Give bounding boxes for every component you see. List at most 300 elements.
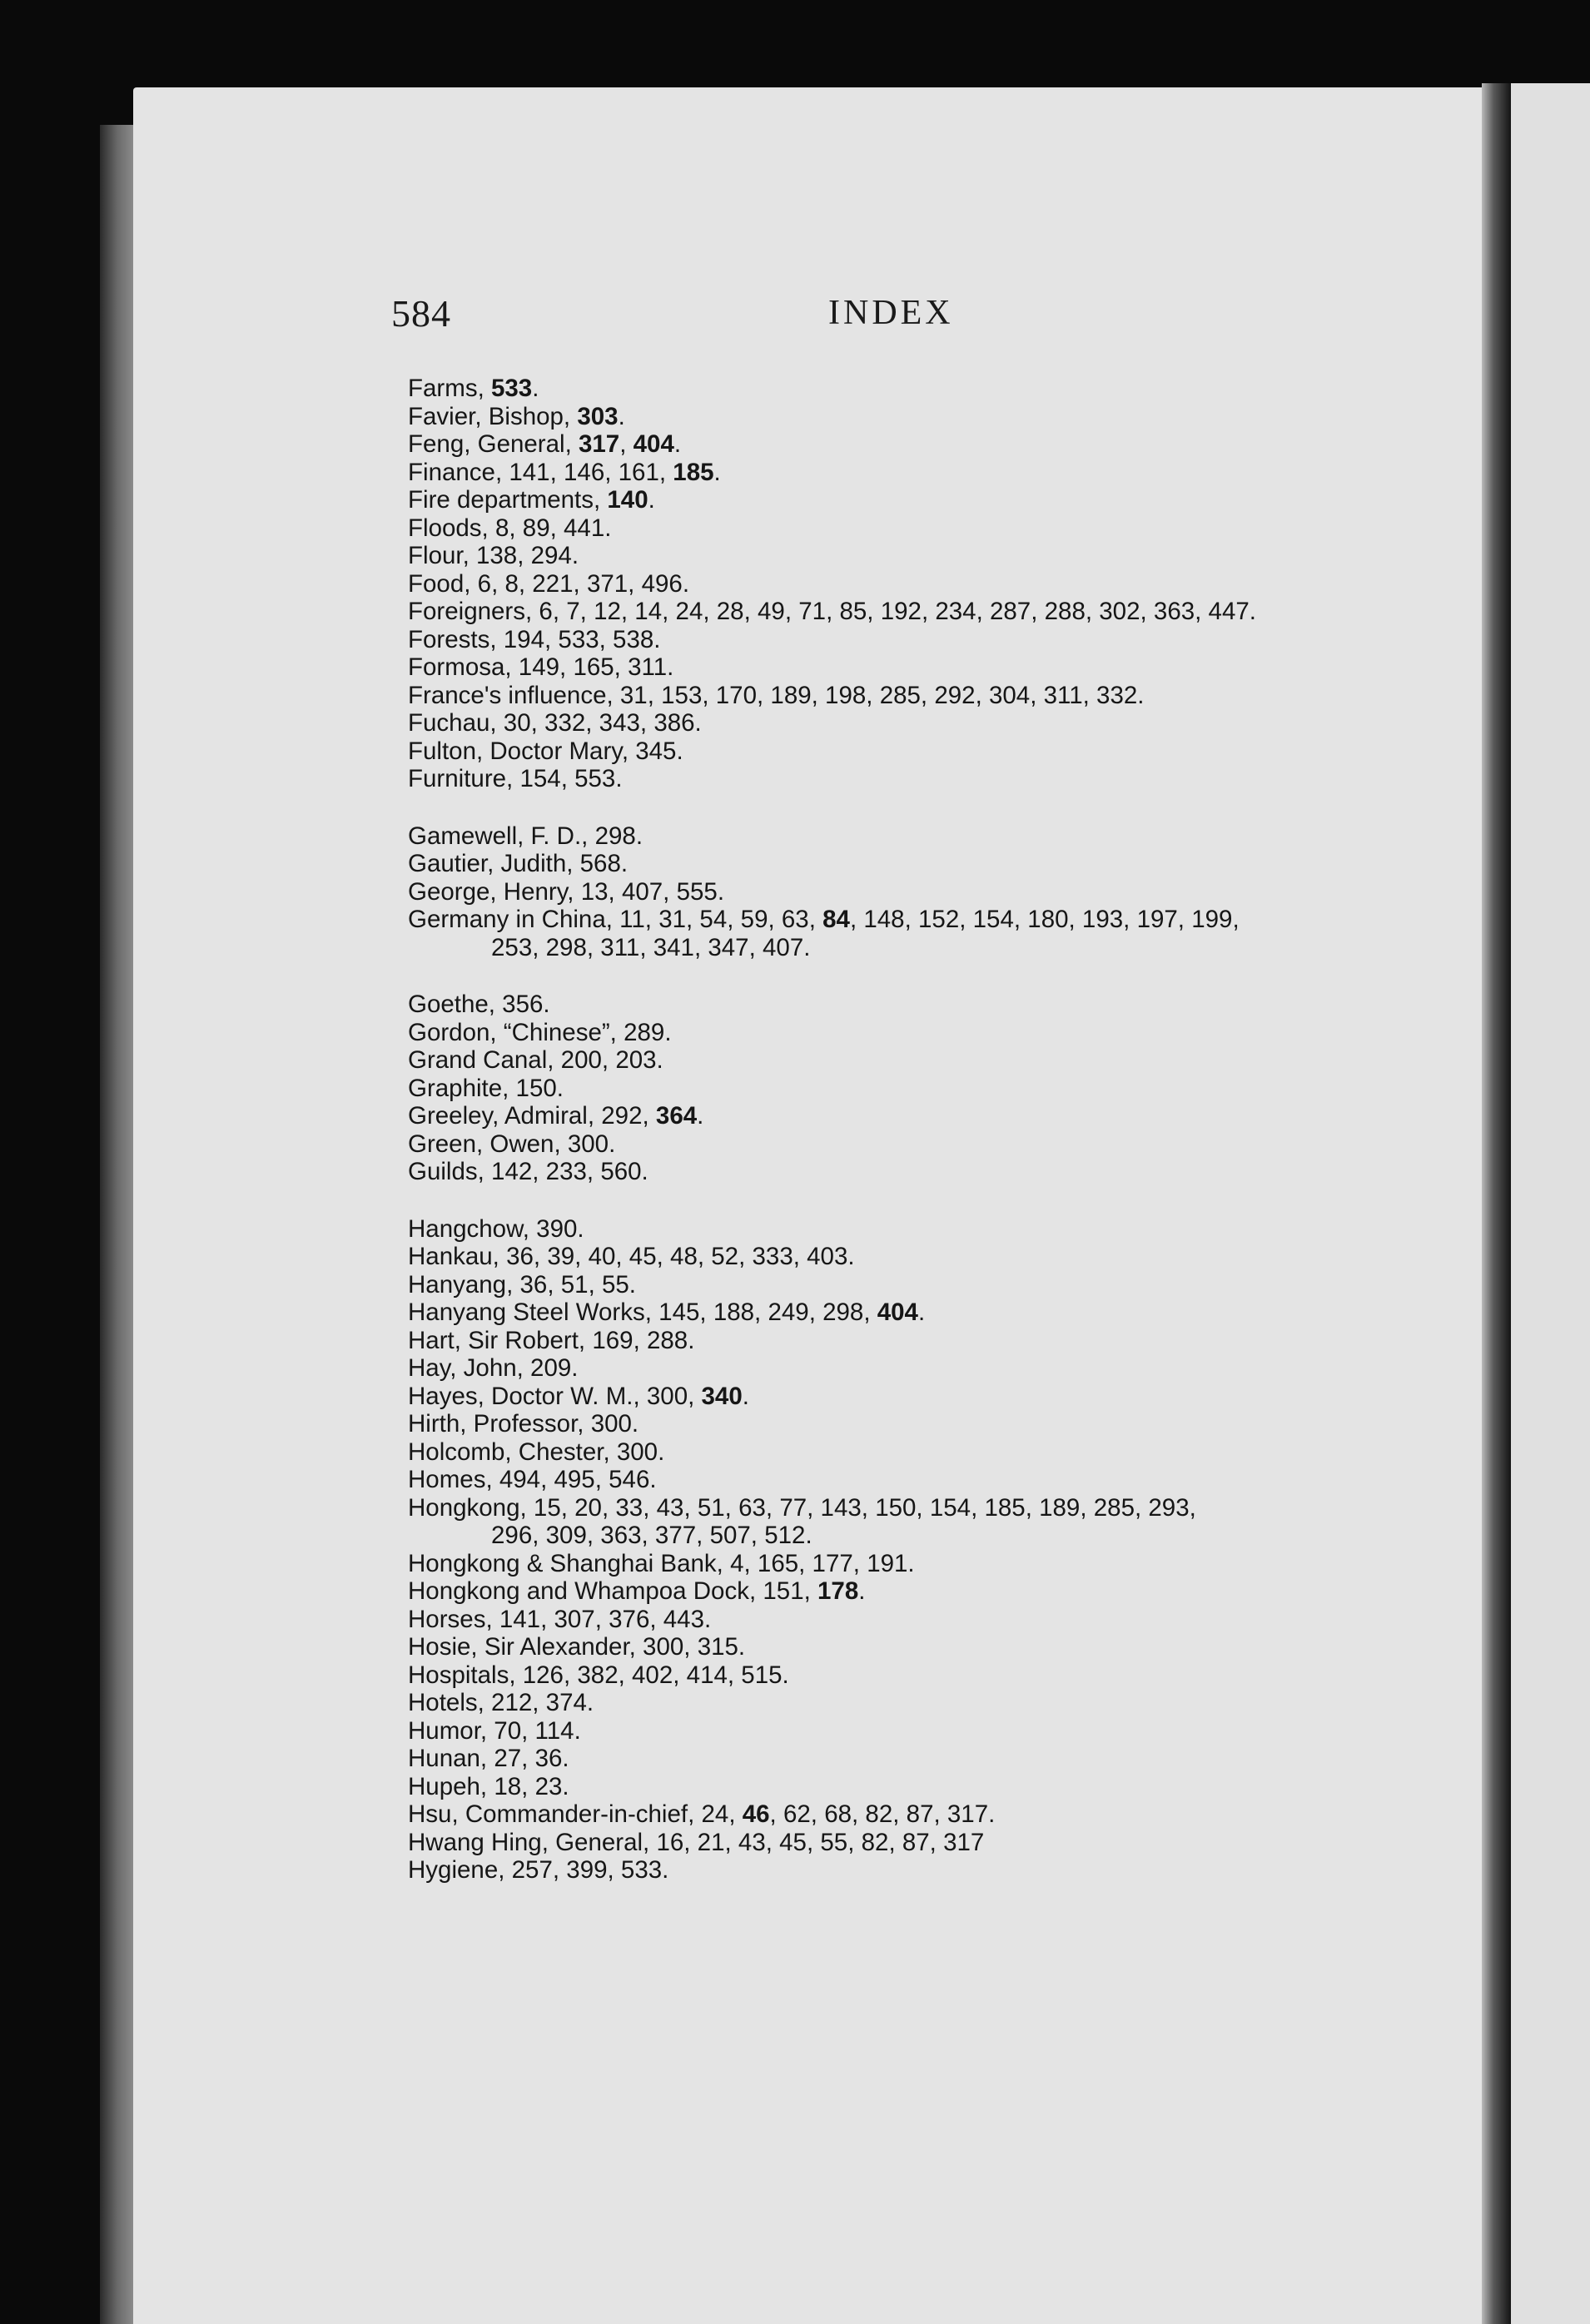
page-reference: 363 bbox=[1153, 598, 1195, 625]
page-reference: 377 bbox=[654, 1522, 697, 1549]
page-reference: 63 bbox=[781, 906, 809, 933]
page-reference: 36 bbox=[506, 1243, 534, 1270]
page-reference: 188 bbox=[713, 1299, 755, 1326]
page-reference: 340 bbox=[701, 1382, 743, 1410]
page-reference: 402 bbox=[632, 1661, 673, 1689]
page-reference: 51 bbox=[697, 1493, 725, 1522]
entry-heading: Hwang Hing, General, bbox=[408, 1828, 650, 1856]
index-entries bbox=[408, 375, 1424, 1885]
page-reference: 289 bbox=[624, 1018, 665, 1046]
page-reference: 294 bbox=[530, 542, 572, 569]
page-reference: 40 bbox=[588, 1243, 616, 1270]
index-entry: Hupeh, 18, 23. bbox=[408, 1772, 569, 1800]
page-reference: 178 bbox=[817, 1577, 859, 1605]
facing-page-edge bbox=[1511, 83, 1590, 2324]
page-reference: 203 bbox=[615, 1046, 657, 1074]
page-reference: 189 bbox=[770, 681, 812, 709]
page-reference: 374 bbox=[545, 1689, 587, 1716]
page-reference: 55 bbox=[601, 1270, 629, 1299]
index-entry: Floods, 8, 89, 441. bbox=[408, 514, 612, 542]
index-entry: Hart, Sir Robert, 169, 288. bbox=[408, 1326, 695, 1354]
page-reference: 6 bbox=[477, 569, 492, 598]
page-reference: 341 bbox=[653, 933, 694, 961]
entry-terminator: . bbox=[667, 653, 674, 681]
page-reference: 199 bbox=[1191, 906, 1233, 933]
page-reference: 8 bbox=[504, 569, 519, 598]
page-reference: 198 bbox=[825, 681, 867, 709]
page-reference: 151 bbox=[763, 1577, 804, 1605]
page-reference: 296 bbox=[491, 1522, 533, 1549]
page-reference: 150 bbox=[875, 1493, 917, 1522]
page-reference: 382 bbox=[577, 1661, 619, 1689]
page-reference: 390 bbox=[536, 1214, 578, 1243]
page-number: 584 bbox=[391, 292, 451, 335]
page-reference: 285 bbox=[1093, 1493, 1135, 1522]
page-reference: 146 bbox=[564, 458, 605, 486]
page-reference: 31 bbox=[619, 681, 648, 709]
page-reference: 52 bbox=[711, 1243, 739, 1270]
page-reference: 403 bbox=[807, 1243, 848, 1270]
page-reference: 154 bbox=[519, 765, 561, 792]
entry-terminator: . bbox=[629, 1270, 636, 1299]
index-entry bbox=[408, 1410, 1424, 1438]
entry-terminator: . bbox=[604, 514, 612, 542]
page-reference: 59 bbox=[740, 906, 768, 933]
page-reference: 15 bbox=[533, 1493, 561, 1522]
page-reference: 191 bbox=[867, 1549, 908, 1577]
entry-terminator: . bbox=[782, 1661, 789, 1689]
page-reference: 189 bbox=[1039, 1493, 1081, 1522]
page-reference: 84 bbox=[822, 906, 850, 933]
book-gutter bbox=[1482, 83, 1511, 2324]
page-reference: 533 bbox=[558, 625, 599, 653]
entry-terminator: . bbox=[577, 1214, 584, 1243]
page-reference: 89 bbox=[522, 514, 550, 542]
index-entry: Hongkong & Shanghai Bank, 4, 165, 177, 191. bbox=[408, 1549, 915, 1577]
page-reference: 165 bbox=[757, 1549, 799, 1577]
page-reference: 249 bbox=[768, 1299, 809, 1326]
entry-heading: Hayes, Doctor W. M., bbox=[408, 1382, 640, 1410]
entry-heading: Farms, bbox=[408, 375, 484, 402]
page-reference: 371 bbox=[586, 569, 629, 598]
page-reference: 303 bbox=[577, 402, 619, 430]
entry-heading: Greeley, Admiral, bbox=[408, 1102, 595, 1130]
entry-heading: Germany in China, bbox=[408, 906, 613, 933]
page-reference: 533 bbox=[620, 1856, 663, 1884]
page-reference: 404 bbox=[633, 430, 674, 458]
page-reference: 165 bbox=[573, 653, 614, 681]
page-reference: 333 bbox=[752, 1243, 793, 1270]
page-reference: 143 bbox=[820, 1493, 862, 1522]
index-entry: Hanyang Steel Works, 145, 188, 249, 298, 404. bbox=[408, 1299, 926, 1326]
entry-heading: Graphite, bbox=[408, 1074, 509, 1102]
page-reference: 43 bbox=[738, 1828, 766, 1856]
entry-terminator: . bbox=[988, 1800, 996, 1828]
page-reference: 209 bbox=[530, 1354, 572, 1382]
page-reference: 33 bbox=[615, 1493, 643, 1522]
entry-heading: Favier, Bishop, bbox=[408, 402, 571, 430]
page-reference: 46 bbox=[742, 1800, 770, 1828]
entry-heading: Hongkong and Whampoa Dock, bbox=[408, 1577, 757, 1605]
page-reference: 288 bbox=[1044, 598, 1086, 625]
page-reference: 300 bbox=[643, 1633, 684, 1661]
entry-heading: Grand Canal, bbox=[408, 1046, 554, 1074]
page-reference: 298 bbox=[545, 933, 587, 961]
page-reference: 300 bbox=[590, 1410, 632, 1438]
page-reference: 288 bbox=[646, 1326, 688, 1354]
entry-heading: Humor, bbox=[408, 1716, 488, 1745]
page-reference: 45 bbox=[629, 1243, 657, 1270]
page-reference: 114 bbox=[534, 1716, 574, 1745]
page-reference: 170 bbox=[715, 681, 757, 709]
entry-terminator: . bbox=[656, 1046, 663, 1074]
index-entry: Hospitals, 126, 382, 402, 414, 515. bbox=[408, 1661, 789, 1689]
page-reference: 414 bbox=[686, 1661, 728, 1689]
entry-heading: Guilds, bbox=[408, 1158, 484, 1185]
entry-terminator: . bbox=[574, 1716, 581, 1745]
page-reference: 343 bbox=[599, 709, 640, 737]
section-gap bbox=[408, 961, 1424, 991]
page-reference: 221 bbox=[532, 569, 574, 598]
entry-heading: Green, Owen, bbox=[408, 1130, 561, 1158]
entry-terminator: . bbox=[1137, 681, 1145, 709]
page-reference: 140 bbox=[607, 486, 648, 514]
entry-heading: Goethe, bbox=[408, 991, 495, 1018]
entry-terminator: . bbox=[615, 765, 623, 792]
entry-heading: Homes, bbox=[408, 1466, 493, 1493]
section-gap bbox=[408, 1186, 1424, 1215]
page-reference: 298 bbox=[822, 1299, 864, 1326]
page-reference: 27 bbox=[494, 1745, 522, 1772]
entry-heading: Forests, bbox=[408, 625, 497, 653]
page-reference: 62 bbox=[783, 1800, 811, 1828]
entry-heading: Hongkong & Shanghai Bank, bbox=[408, 1549, 723, 1577]
page-reference: 16 bbox=[656, 1828, 684, 1856]
entry-heading: Horses, bbox=[408, 1605, 493, 1633]
entry-terminator: . bbox=[664, 1018, 672, 1046]
index-entry: Hotels, 212, 374. bbox=[408, 1689, 594, 1716]
page-reference: 287 bbox=[989, 598, 1031, 625]
page-reference: 512 bbox=[764, 1522, 806, 1549]
page-reference: 149 bbox=[518, 653, 560, 681]
page-reference: 356 bbox=[502, 991, 544, 1018]
page-reference: 538 bbox=[613, 625, 654, 653]
index-entry: Hunan, 27, 36. bbox=[408, 1745, 569, 1772]
page-reference: 332 bbox=[544, 709, 586, 737]
entry-terminator: . bbox=[562, 1772, 569, 1800]
page-reference: 307 bbox=[554, 1605, 595, 1633]
page-reference: 138 bbox=[475, 542, 518, 569]
page-reference: 154 bbox=[929, 1493, 971, 1522]
index-entry: Guilds, 142, 233, 560. bbox=[408, 1158, 648, 1185]
index-entry: France's influence, 31, 153, 170, 189, 198, 285, 292, 304, 311, 332. bbox=[408, 681, 1145, 709]
page-reference: 311 bbox=[628, 653, 668, 681]
index-entry: Fuchau, 30, 332, 343, 386. bbox=[408, 709, 702, 737]
page-reference: 169 bbox=[592, 1326, 634, 1354]
entry-terminator: . bbox=[858, 1577, 866, 1605]
page-reference: 300 bbox=[616, 1438, 658, 1466]
entry-heading: Hongkong, bbox=[408, 1493, 527, 1522]
page-reference: 24 bbox=[675, 598, 703, 625]
page-reference: 154 bbox=[972, 906, 1014, 933]
page-reference: 71 bbox=[798, 598, 827, 625]
index-entry: Hwang Hing, General, 16, 21, 43, 45, 55, 82, 87, 317 bbox=[408, 1828, 985, 1856]
entry-heading: Hanyang, bbox=[408, 1270, 514, 1299]
page-reference: 363 bbox=[600, 1522, 642, 1549]
page-reference: 87 bbox=[906, 1800, 934, 1828]
index-entry bbox=[408, 1075, 1424, 1103]
page-reference: 24 bbox=[701, 1800, 729, 1828]
entry-terminator: . bbox=[586, 1689, 594, 1716]
page-reference: 39 bbox=[547, 1243, 575, 1270]
page-reference: 18 bbox=[494, 1772, 522, 1800]
page-reference: 148 bbox=[863, 906, 905, 933]
entry-heading: Fuchau, bbox=[408, 709, 497, 737]
page-reference: 347 bbox=[708, 933, 749, 961]
page-reference: 285 bbox=[879, 681, 921, 709]
page-reference: 51 bbox=[560, 1270, 589, 1299]
page-reference: 443 bbox=[663, 1605, 704, 1633]
entry-heading: Hankau, bbox=[408, 1243, 499, 1270]
index-entry bbox=[408, 850, 1424, 878]
page-reference: 70 bbox=[494, 1716, 522, 1745]
page-reference: 36 bbox=[534, 1745, 563, 1772]
page-reference: 234 bbox=[935, 598, 976, 625]
page-reference: 447 bbox=[1208, 598, 1250, 625]
entry-heading: Food, bbox=[408, 569, 471, 598]
page-reference: 317 bbox=[943, 1828, 985, 1856]
page-reference: 399 bbox=[566, 1856, 608, 1884]
page-reference: 68 bbox=[824, 1800, 852, 1828]
entry-terminator: . bbox=[631, 1410, 639, 1438]
index-entry: Hongkong and Whampoa Dock, 151, 178. bbox=[408, 1577, 866, 1605]
entry-heading: Hospitals, bbox=[408, 1661, 516, 1689]
entry-terminator: . bbox=[697, 1102, 704, 1130]
page-reference: 11 bbox=[619, 906, 645, 933]
entry-terminator: . bbox=[641, 1158, 648, 1185]
entry-terminator: . bbox=[609, 1130, 616, 1158]
page-reference: 515 bbox=[741, 1661, 783, 1689]
page-reference: 407 bbox=[763, 933, 804, 961]
page-reference: 13 bbox=[580, 877, 609, 906]
entry-heading: Fulton, Doctor Mary, bbox=[408, 737, 629, 765]
page-reference: 300 bbox=[567, 1130, 609, 1158]
index-entry: Hankau, 36, 39, 40, 45, 48, 52, 333, 403. bbox=[408, 1243, 855, 1270]
entry-heading: Gamewell, F. D., bbox=[408, 822, 589, 850]
index-entry bbox=[408, 737, 1424, 766]
index-entry bbox=[408, 1130, 1424, 1159]
page-reference: 200 bbox=[560, 1046, 602, 1074]
entry-terminator: . bbox=[620, 850, 629, 877]
page-reference: 142 bbox=[491, 1158, 533, 1185]
page-reference: 533 bbox=[490, 375, 533, 402]
page-reference: 311 bbox=[1043, 681, 1083, 709]
page-reference: 63 bbox=[738, 1493, 766, 1522]
page-reference: 253 bbox=[491, 933, 533, 961]
index-entry: Humor, 70, 114. bbox=[408, 1716, 581, 1745]
page-reference: 495 bbox=[554, 1466, 595, 1493]
page-reference: 153 bbox=[661, 681, 703, 709]
entry-terminator: . bbox=[917, 1299, 926, 1326]
page-reference: 82 bbox=[865, 1800, 893, 1828]
entry-heading: George, Henry, bbox=[408, 877, 574, 906]
page-reference: 54 bbox=[699, 906, 728, 933]
page-header bbox=[391, 291, 991, 350]
entry-heading: Flour, bbox=[408, 542, 470, 569]
page-reference: 315 bbox=[697, 1633, 738, 1661]
page-reference: 193 bbox=[1081, 906, 1124, 933]
page-reference: 233 bbox=[545, 1158, 587, 1185]
index-entry bbox=[408, 1438, 1424, 1467]
page-reference: 36 bbox=[519, 1270, 548, 1299]
entry-terminator: . bbox=[717, 877, 725, 906]
index-entry bbox=[408, 375, 1424, 403]
entry-terminator: . bbox=[653, 625, 661, 653]
index-entry bbox=[408, 486, 1424, 514]
page-reference: 560 bbox=[600, 1158, 642, 1185]
page-reference: 161 bbox=[618, 458, 659, 486]
entry-heading: Foreigners, bbox=[408, 598, 533, 625]
page-reference: 87 bbox=[902, 1828, 930, 1856]
page-reference: 364 bbox=[655, 1102, 698, 1130]
page-reference: 317 bbox=[947, 1800, 989, 1828]
index-entry: Hayes, Doctor W. M., 300, 340. bbox=[408, 1382, 749, 1410]
page-reference: 298 bbox=[594, 822, 636, 850]
index-entry: Feng, General, 317, 404. bbox=[408, 430, 682, 458]
page-reference: 185 bbox=[984, 1493, 1026, 1522]
entry-terminator: . bbox=[556, 1074, 564, 1102]
page-reference: 192 bbox=[880, 598, 922, 625]
page-reference: 317 bbox=[578, 430, 620, 458]
page-reference: 345 bbox=[635, 737, 677, 765]
entry-terminator: . bbox=[571, 1354, 579, 1382]
index-entry: Hsu, Commander-in-chief, 24, 46, 62, 68, 82, 87, 317. bbox=[408, 1800, 996, 1828]
page-reference: 555 bbox=[676, 877, 718, 906]
page-reference: 376 bbox=[609, 1605, 650, 1633]
entry-heading: Floods, bbox=[408, 514, 489, 542]
entry-heading: Hupeh, bbox=[408, 1772, 488, 1800]
entry-heading: Fire departments, bbox=[408, 486, 601, 514]
index-entry: Grand Canal, 200, 203. bbox=[408, 1046, 663, 1074]
page-reference: 293 bbox=[1148, 1493, 1190, 1522]
page-reference: 77 bbox=[779, 1493, 807, 1522]
page-reference: 152 bbox=[918, 906, 960, 933]
page-reference: 126 bbox=[522, 1661, 564, 1689]
entry-terminator: . bbox=[673, 430, 682, 458]
page-reference: 141 bbox=[499, 1605, 541, 1633]
entry-terminator: . bbox=[847, 1243, 855, 1270]
entry-heading: Gordon, “Chinese”, bbox=[408, 1018, 617, 1046]
page-reference: 197 bbox=[1136, 906, 1178, 933]
page-reference: 185 bbox=[673, 458, 714, 486]
page-reference: 21 bbox=[697, 1828, 725, 1856]
page-reference: 386 bbox=[653, 709, 695, 737]
page-reference: 546 bbox=[609, 1466, 650, 1493]
page-reference: 31 bbox=[658, 906, 687, 933]
entry-terminator: . bbox=[682, 569, 690, 598]
page-reference: 12 bbox=[594, 598, 621, 625]
entry-terminator: . bbox=[635, 822, 643, 850]
index-entry: Food, 6, 8, 221, 371, 496. bbox=[408, 569, 690, 598]
page-reference: 177 bbox=[812, 1549, 853, 1577]
entry-terminator: . bbox=[543, 991, 550, 1018]
entry-heading: Hygiene, bbox=[408, 1856, 505, 1884]
entry-heading: Furniture, bbox=[408, 765, 514, 792]
entry-heading: Gautier, Judith, bbox=[408, 850, 574, 877]
page-reference: 292 bbox=[934, 681, 976, 709]
page-reference: 496 bbox=[641, 569, 683, 598]
index-entry bbox=[408, 1215, 1424, 1244]
index-entry: Flour, 138, 294. bbox=[408, 542, 579, 569]
entry-terminator: . bbox=[738, 1633, 746, 1661]
entry-terminator: . bbox=[618, 402, 625, 430]
page-reference: 292 bbox=[601, 1102, 643, 1130]
entry-heading: Hanyang Steel Works, bbox=[408, 1299, 652, 1326]
entry-terminator: . bbox=[694, 709, 702, 737]
page-reference: 14 bbox=[634, 598, 663, 625]
page-reference: 55 bbox=[820, 1828, 848, 1856]
index-entry: Hosie, Sir Alexander, 300, 315. bbox=[408, 1633, 746, 1661]
page-reference: 309 bbox=[545, 1522, 587, 1549]
index-entry bbox=[408, 1354, 1424, 1383]
entry-heading: Finance, bbox=[408, 458, 503, 486]
entry-heading: France's influence, bbox=[408, 681, 614, 709]
page-reference: 150 bbox=[515, 1074, 557, 1102]
page-reference: 257 bbox=[511, 1856, 553, 1884]
page-reference: 8 bbox=[494, 514, 509, 542]
entry-terminator: . bbox=[658, 1438, 665, 1466]
entry-terminator: . bbox=[649, 1466, 657, 1493]
index-entry: Foreigners, 6, 7, 12, 14, 24, 28, 49, 71, 85, 192, 234, 287, 288, 302, 363, 447. bbox=[408, 598, 1256, 625]
page-reference: 553 bbox=[574, 765, 616, 792]
entry-terminator: . bbox=[688, 1326, 695, 1354]
index-entry: Hongkong, 15, 20, 33, 43, 51, 63, 77, 143, 150, 154, 185, 189, 285, 293, 296, 309, 363, 377, 507, 512. bbox=[408, 1493, 1196, 1549]
index-entry: Formosa, 149, 165, 311. bbox=[408, 653, 674, 681]
page-reference: 85 bbox=[839, 598, 867, 625]
entry-terminator: . bbox=[742, 1382, 749, 1410]
page-reference: 4 bbox=[730, 1549, 744, 1577]
entry-terminator: . bbox=[676, 737, 683, 765]
page-reference: 507 bbox=[709, 1522, 751, 1549]
index-entry: Germany in China, 11, 31, 54, 59, 63, 84, 148, 152, 154, 180, 193, 197, 199, 253, 298, 311, 341, 347, 407. bbox=[408, 906, 1240, 961]
index-entry: George, Henry, 13, 407, 555. bbox=[408, 877, 725, 906]
page-reference: 20 bbox=[574, 1493, 602, 1522]
index-entry bbox=[408, 403, 1424, 431]
entry-terminator: . bbox=[713, 458, 721, 486]
entry-heading: Hay, John, bbox=[408, 1354, 524, 1382]
entry-heading: Formosa, bbox=[408, 653, 512, 681]
page-reference: 49 bbox=[758, 598, 785, 625]
index-entry: Furniture, 154, 553. bbox=[408, 765, 623, 792]
page-reference: 194 bbox=[503, 625, 544, 653]
page-reference: 141 bbox=[509, 458, 550, 486]
entry-terminator: . bbox=[562, 1745, 569, 1772]
page-reference: 45 bbox=[779, 1828, 807, 1856]
entry-terminator: . bbox=[1249, 598, 1256, 625]
section-gap bbox=[408, 793, 1424, 822]
entry-terminator: . bbox=[532, 375, 539, 402]
page-reference: 300 bbox=[646, 1382, 688, 1410]
page-reference: 43 bbox=[656, 1493, 684, 1522]
page-reference: 30 bbox=[503, 709, 531, 737]
entry-terminator: . bbox=[648, 486, 655, 514]
index-entry: Homes, 494, 495, 546. bbox=[408, 1466, 657, 1493]
entry-heading: Holcomb, Chester, bbox=[408, 1438, 610, 1466]
entry-terminator: . bbox=[803, 933, 811, 961]
index-entry: Horses, 141, 307, 376, 443. bbox=[408, 1605, 712, 1633]
page-reference: 6 bbox=[539, 598, 553, 625]
index-entry bbox=[408, 1019, 1424, 1047]
